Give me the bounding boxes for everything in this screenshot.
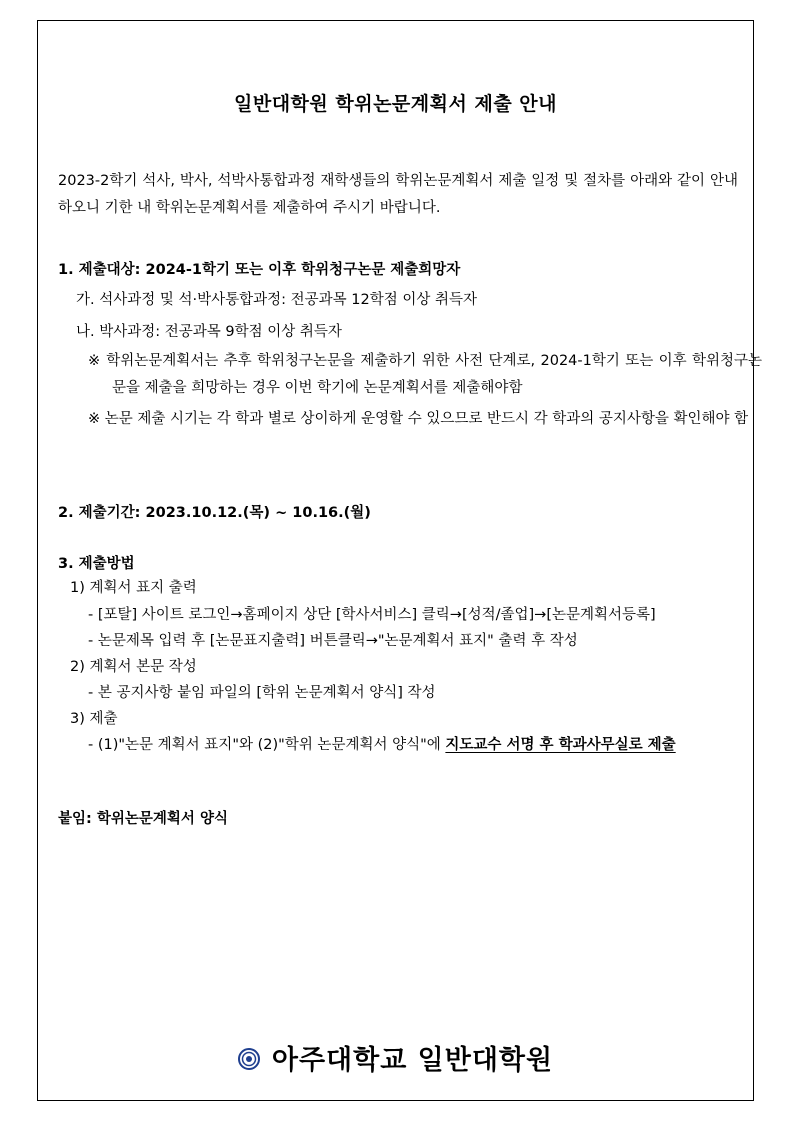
section2-heading: 2. 제출기간: 2023.10.12.(목) ~ 10.16.(월) xyxy=(58,505,371,521)
section3-step3-emphasis: 지도교수 서명 후 학과사무실로 제출 xyxy=(445,737,676,753)
section3-step2: 2) 계획서 본문 작성 xyxy=(70,659,197,675)
section3-step1-a: - [포탈] 사이트 로그인→홈페이지 상단 [학사서비스] 클릭→[성적/졸업]→[논문계획서등록] xyxy=(88,607,656,623)
section1-note2: ※ 논문 제출 시기는 각 학과 별로 상이하게 운영할 수 있으므로 반드시 각 학과의 공지사항을 확인해야 함 xyxy=(88,411,749,427)
section3-step1-b: - 논문제목 입력 후 [논문표지출력] 버튼클릭→"논문계획서 표지" 출력 후 작성 xyxy=(88,633,578,649)
page-title: 일반대학원 학위논문계획서 제출 안내 xyxy=(233,93,557,115)
footer-org-name: 아주대학교 일반대학원 xyxy=(271,1045,554,1076)
section1-item-a: 가. 석사과정 및 석·박사통합과정: 전공과목 12학점 이상 취득자 xyxy=(76,292,477,308)
section3-step3-a xyxy=(88,733,676,754)
attachment-note: 붙임: 학위논문계획서 양식 xyxy=(58,811,228,827)
footer-org xyxy=(38,1038,753,1077)
university-seal-icon xyxy=(238,1046,260,1077)
section3-step2-a: - 본 공지사항 붙임 파일의 [학위 논문계획서 양식] 작성 xyxy=(88,685,436,701)
document-frame xyxy=(37,20,762,1101)
intro-paragraph: 2023-2학기 석사, 박사, 석박사통합과정 재학생들의 학위논문계획서 제출 일정 및 절차를 아래와 같이 안내하오니 기한 내 학위논문계획서를 제출하여 주시기 바랍니다. xyxy=(58,173,738,216)
section3-step1: 1) 계획서 표지 출력 xyxy=(70,580,197,596)
section1-heading: 1. 제출대상: 2024-1학기 또는 이후 학위청구논문 제출희망자 xyxy=(58,262,461,278)
section3-step3-text: - (1)"논문 계획서 표지"와 (2)"학위 논문계획서 양식"에 xyxy=(88,737,446,753)
section3-heading: 3. 제출방법 xyxy=(58,556,135,572)
section1-item-b: 나. 박사과정: 전공과목 9학점 이상 취득자 xyxy=(76,324,342,340)
section1-note1: ※ 학위논문계획서는 추후 학위청구논문을 제출하기 위한 사전 단계로, 2024-1학기 또는 이후 학위청구논문을 제출을 희망하는 경우 이번 학기에 논문계획서를 제출해야함 xyxy=(88,353,762,396)
section3-step3: 3) 제출 xyxy=(70,711,118,727)
